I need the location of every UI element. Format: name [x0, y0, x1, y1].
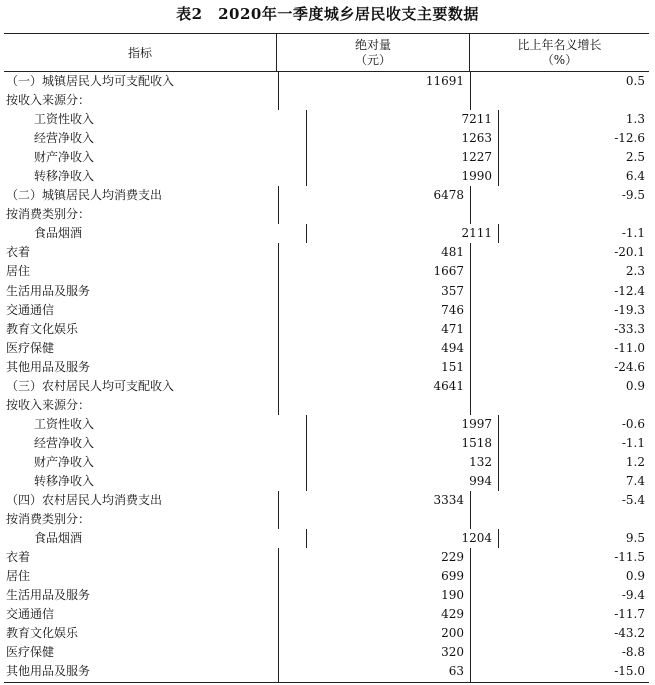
table-row	[4, 453, 649, 472]
row-value	[279, 510, 471, 529]
row-growth: 0.5	[625, 74, 645, 88]
table-body	[4, 72, 649, 682]
row-growth: -1.1	[621, 226, 645, 241]
row-label: 居住	[4, 262, 279, 281]
row-growth: 0.9	[625, 569, 645, 584]
row-label: 经营净收入	[4, 129, 307, 148]
row-label: 工资性收入	[4, 415, 307, 434]
table-row	[4, 148, 649, 167]
table-row	[4, 510, 649, 529]
row-value: 11691	[279, 72, 471, 91]
row-label: 交通通信	[4, 301, 279, 320]
row-label: 按消费类别分：	[4, 510, 279, 529]
row-growth: -0.6	[621, 416, 645, 431]
row-label: 按消费类别分：	[4, 205, 279, 224]
row-growth: 9.5	[625, 531, 645, 546]
row-label: 生活用品及服务	[4, 282, 279, 301]
row-value	[279, 205, 471, 224]
row-growth: -15.0	[614, 664, 645, 679]
row-value: 6478	[279, 186, 471, 205]
row-growth: 0.9	[625, 378, 645, 393]
row-value: 1204	[307, 529, 499, 548]
row-growth: -5.4	[621, 493, 645, 508]
data-table	[4, 33, 649, 683]
row-label: 教育文化娱乐	[4, 320, 279, 339]
table-row	[4, 605, 649, 624]
table-row	[4, 643, 649, 662]
row-growth: -12.4	[614, 283, 645, 298]
table-row	[4, 339, 649, 358]
table-row	[4, 567, 649, 586]
row-label: 其他用品及服务	[4, 358, 279, 377]
table-row	[4, 472, 649, 491]
table-row	[4, 262, 649, 281]
table-row	[4, 624, 649, 643]
row-value: 4641	[279, 377, 471, 396]
row-label: （三）农村居民人均可支配收入	[4, 377, 279, 396]
row-growth: 2.5	[625, 150, 645, 165]
table-row	[4, 167, 649, 186]
table-row	[4, 224, 649, 243]
row-growth: -43.2	[614, 626, 645, 641]
row-value: 320	[279, 643, 471, 662]
table-row	[4, 415, 649, 434]
row-growth: -33.3	[614, 321, 645, 336]
row-growth: -11.0	[614, 340, 645, 355]
row-label: 经营净收入	[4, 434, 307, 453]
row-growth: -11.5	[614, 550, 645, 565]
row-label: 转移净收入	[4, 167, 307, 186]
row-value: 471	[279, 320, 471, 339]
row-growth: 6.4	[625, 169, 645, 184]
table-row	[4, 72, 649, 91]
table-row	[4, 205, 649, 224]
row-value: 2111	[307, 224, 499, 243]
row-growth: -19.3	[614, 302, 645, 317]
row-label: 财产净收入	[4, 453, 307, 472]
row-value: 481	[279, 243, 471, 262]
row-label: 食品烟酒	[4, 224, 307, 243]
table-header	[4, 34, 649, 72]
header-growth-unit: （%）	[541, 52, 578, 67]
row-label: 衣着	[4, 243, 279, 262]
row-label: 教育文化娱乐	[4, 624, 279, 643]
row-growth	[471, 510, 649, 529]
table-title: 表2 2020年一季度城乡居民收支主要数据	[176, 5, 479, 23]
row-value	[279, 396, 471, 415]
row-label: 工资性收入	[4, 110, 307, 129]
header-indicator: 指标	[4, 34, 277, 71]
row-value: 229	[279, 548, 471, 567]
table-row	[4, 491, 649, 510]
row-growth: 2.3	[625, 264, 645, 279]
row-label: 医疗保健	[4, 643, 279, 662]
table-row	[4, 301, 649, 320]
row-value: 1990	[307, 167, 499, 186]
row-value: 746	[279, 301, 471, 320]
table-row	[4, 243, 649, 262]
row-value: 3334	[279, 491, 471, 510]
table-row	[4, 548, 649, 567]
table-row	[4, 110, 649, 129]
row-label: 生活用品及服务	[4, 586, 279, 605]
row-label: （一）城镇居民人均可支配收入	[4, 72, 279, 91]
header-absolute	[277, 34, 470, 71]
row-value: 699	[279, 567, 471, 586]
row-label: 食品烟酒	[4, 529, 307, 548]
row-growth: 1.2	[625, 454, 645, 469]
row-value: 1667	[279, 262, 471, 281]
row-value: 357	[279, 282, 471, 301]
row-label: 其他用品及服务	[4, 662, 279, 681]
row-growth: -24.6	[614, 359, 645, 374]
row-value: 1263	[307, 129, 499, 148]
row-label: 医疗保健	[4, 339, 279, 358]
table-row	[4, 586, 649, 605]
header-absolute-unit: （元）	[354, 52, 391, 67]
table-row	[4, 662, 649, 681]
row-growth: -1.1	[621, 435, 645, 450]
row-growth: -11.7	[614, 607, 645, 622]
header-absolute-label: 绝对量	[354, 37, 391, 52]
row-growth: -9.5	[621, 188, 645, 203]
row-value: 429	[279, 605, 471, 624]
table-row	[4, 320, 649, 339]
row-value: 200	[279, 624, 471, 643]
table-row	[4, 129, 649, 148]
row-growth	[471, 205, 649, 224]
row-value: 1518	[307, 434, 499, 453]
row-value: 7211	[307, 110, 499, 129]
row-growth: 1.3	[625, 112, 645, 127]
row-growth	[471, 396, 649, 415]
row-label: 按收入来源分：	[4, 396, 279, 415]
row-value: 63	[279, 662, 471, 681]
table-row	[4, 358, 649, 377]
row-value: 190	[279, 586, 471, 605]
row-label: 衣着	[4, 548, 279, 567]
row-label: 转移净收入	[4, 472, 307, 491]
table-row	[4, 282, 649, 301]
table-row	[4, 186, 649, 205]
header-growth	[470, 34, 649, 71]
row-label: （二）城镇居民人均消费支出	[4, 186, 279, 205]
row-value	[279, 91, 471, 110]
row-growth: -8.8	[621, 645, 645, 660]
row-value: 994	[307, 472, 499, 491]
header-growth-label: 比上年名义增长	[517, 37, 602, 52]
row-value: 1227	[307, 148, 499, 167]
row-growth: -20.1	[614, 245, 645, 260]
row-value: 151	[279, 358, 471, 377]
row-growth: -12.6	[614, 131, 645, 146]
table-row	[4, 91, 649, 110]
row-label: 交通通信	[4, 605, 279, 624]
row-growth: -9.4	[621, 588, 645, 603]
table-row	[4, 529, 649, 548]
row-label: 居住	[4, 567, 279, 586]
table-row	[4, 377, 649, 396]
row-growth: 7.4	[625, 473, 645, 488]
row-label: （四）农村居民人均消费支出	[4, 491, 279, 510]
row-label: 按收入来源分：	[4, 91, 279, 110]
table-row	[4, 434, 649, 453]
row-value: 494	[279, 339, 471, 358]
row-value: 132	[307, 453, 499, 472]
row-growth	[471, 91, 649, 110]
table-row	[4, 396, 649, 415]
row-label: 财产净收入	[4, 148, 307, 167]
row-value: 1997	[307, 415, 499, 434]
